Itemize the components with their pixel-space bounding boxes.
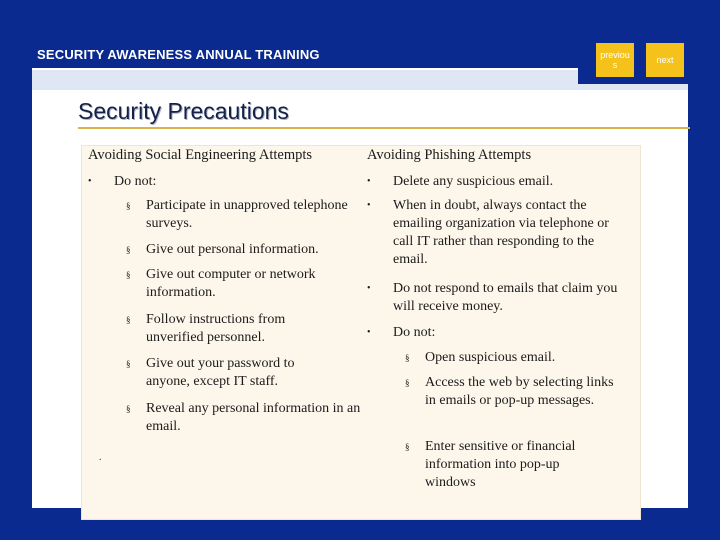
list-item [126,197,350,233]
bullet-square-icon: § [405,442,410,452]
left-item-text: Participate in unapproved telephone surveys. [146,198,348,231]
phishing-heading: Avoiding Phishing Attempts [367,147,532,163]
title-divider [78,127,690,129]
list-item [367,324,625,342]
bullet-square-icon: § [405,353,410,363]
list-item [126,241,350,259]
list-item [405,349,615,367]
right-bullet-text: Delete any suspicious email. [393,174,554,189]
bullet-square-icon: § [126,270,131,280]
bullet-square-icon: § [126,315,131,325]
bullet-square-icon: § [126,404,131,414]
trailing-dot: . [99,452,102,463]
previous-button[interactable] [596,43,634,77]
list-item [126,266,350,302]
bullet-square-icon: § [126,201,131,211]
bullet-dot-icon: • [367,283,371,294]
bullet-dot-icon: • [367,327,371,338]
right-sub-item-text: Open suspicious email. [425,350,556,365]
page-title: Security Precautions [78,98,289,124]
bullet-square-icon: § [126,359,131,369]
list-item [367,197,625,269]
content-panel [81,145,641,520]
bullet-dot-icon: • [367,176,371,187]
right-sub-item-text: Access the web by selecting links in emails or pop-up messages. [425,375,614,408]
list-item [405,438,605,492]
right-bullet-text: Do not respond to emails that claim you will receive money. [393,281,618,314]
left-item-text: Reveal any personal information in an email. [146,401,361,434]
bullet-square-icon: § [126,245,131,255]
left-item-text: Give out personal information. [146,242,319,257]
left-item-text: Give out computer or network information. [146,267,316,300]
list-item [126,311,326,347]
left-bullet-text: Do not: [114,174,157,189]
right-sub-item-text: Enter sensitive or financial information into pop-up windows [425,439,576,490]
list-item [367,173,625,191]
list-item [405,374,615,410]
list-item [126,400,366,436]
bullet-square-icon: § [405,378,410,388]
list-item [367,280,625,316]
right-bullet-text: Do not: [393,325,436,340]
bullet-dot-icon: • [88,176,92,187]
left-item-text: Follow instructions from unverified personnel. [146,312,286,345]
next-button-label: next [656,55,674,65]
list-item [126,355,336,391]
previous-button-label: previous [600,50,630,70]
right-bullet-text: When in doubt, always contact the emailing organization via telephone or call IT rather than responding to the email. [393,198,609,267]
course-title: SECURITY AWARENESS ANNUAL TRAINING [37,47,320,62]
bullet-dot-icon: • [367,200,371,211]
social-engineering-heading: Avoiding Social Engineering Attempts [88,147,313,163]
next-button[interactable] [646,43,684,77]
left-item-text: Give out your password to anyone, except IT staff. [146,356,295,389]
list-item [88,173,356,191]
